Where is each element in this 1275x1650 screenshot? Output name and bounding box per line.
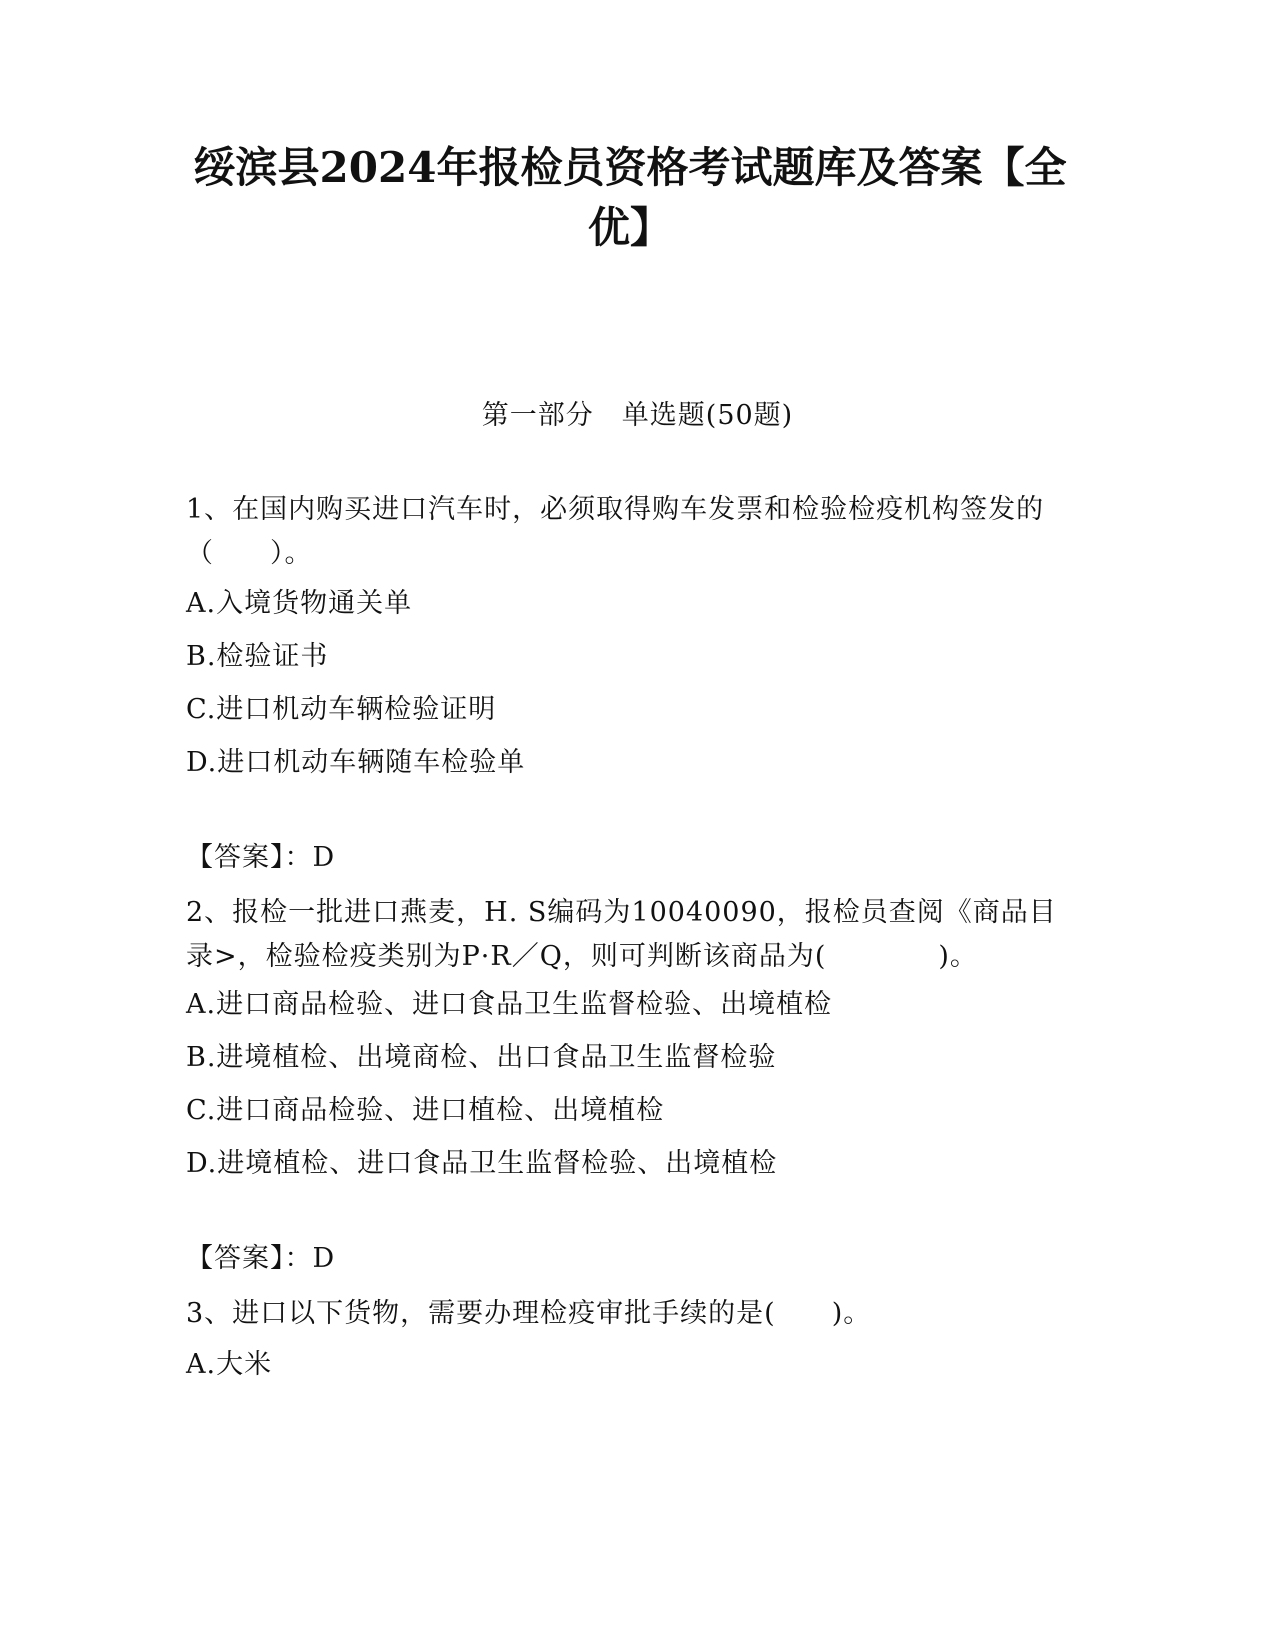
question-1-option-c: C.进口机动车辆检验证明	[186, 694, 497, 725]
question-1-option-a: A.入境货物通关单	[186, 588, 413, 619]
question-1-text: 1、在国内购买进口汽车时，必须取得购车发票和检验检疫机构签发的（ ）。	[186, 494, 1045, 569]
question-2-option-a: A.进口商品检验、进口食品卫生监督检验、出境植检	[186, 989, 833, 1020]
question-2-text: 2、报检一批进口燕麦，H. S编码为10040090，报检员查阅《商品目录>，检验检疫类别为P·R／Q，则可判断该商品为( )。	[186, 897, 1057, 972]
question-3-option-a: A.大米	[186, 1349, 273, 1380]
question-1-answer: 【答案】：D	[186, 842, 336, 873]
section-heading	[0, 396, 1275, 436]
section-part-label: 第一部分	[481, 400, 594, 431]
question-1-option-d: D.进口机动车辆随车检验单	[186, 747, 526, 778]
question-2-option-d: D.进境植检、进口食品卫生监督检验、出境植检	[186, 1148, 778, 1179]
question-2-option-c: C.进口商品检验、进口植检、出境植检	[186, 1095, 665, 1126]
section-type-label: 单选题(50题)	[621, 400, 794, 431]
question-1-option-b: B.检验证书	[186, 641, 329, 672]
question-2-option-b: B.进境植检、出境商检、出口食品卫生监督检验	[186, 1042, 777, 1073]
question-2-answer: 【答案】：D	[186, 1243, 336, 1274]
question-3-text: 3、进口以下货物，需要办理检疫审批手续的是( )。	[186, 1298, 872, 1329]
document-title: 绥滨县2024年报检员资格考试题库及答案【全优】	[193, 143, 1067, 252]
